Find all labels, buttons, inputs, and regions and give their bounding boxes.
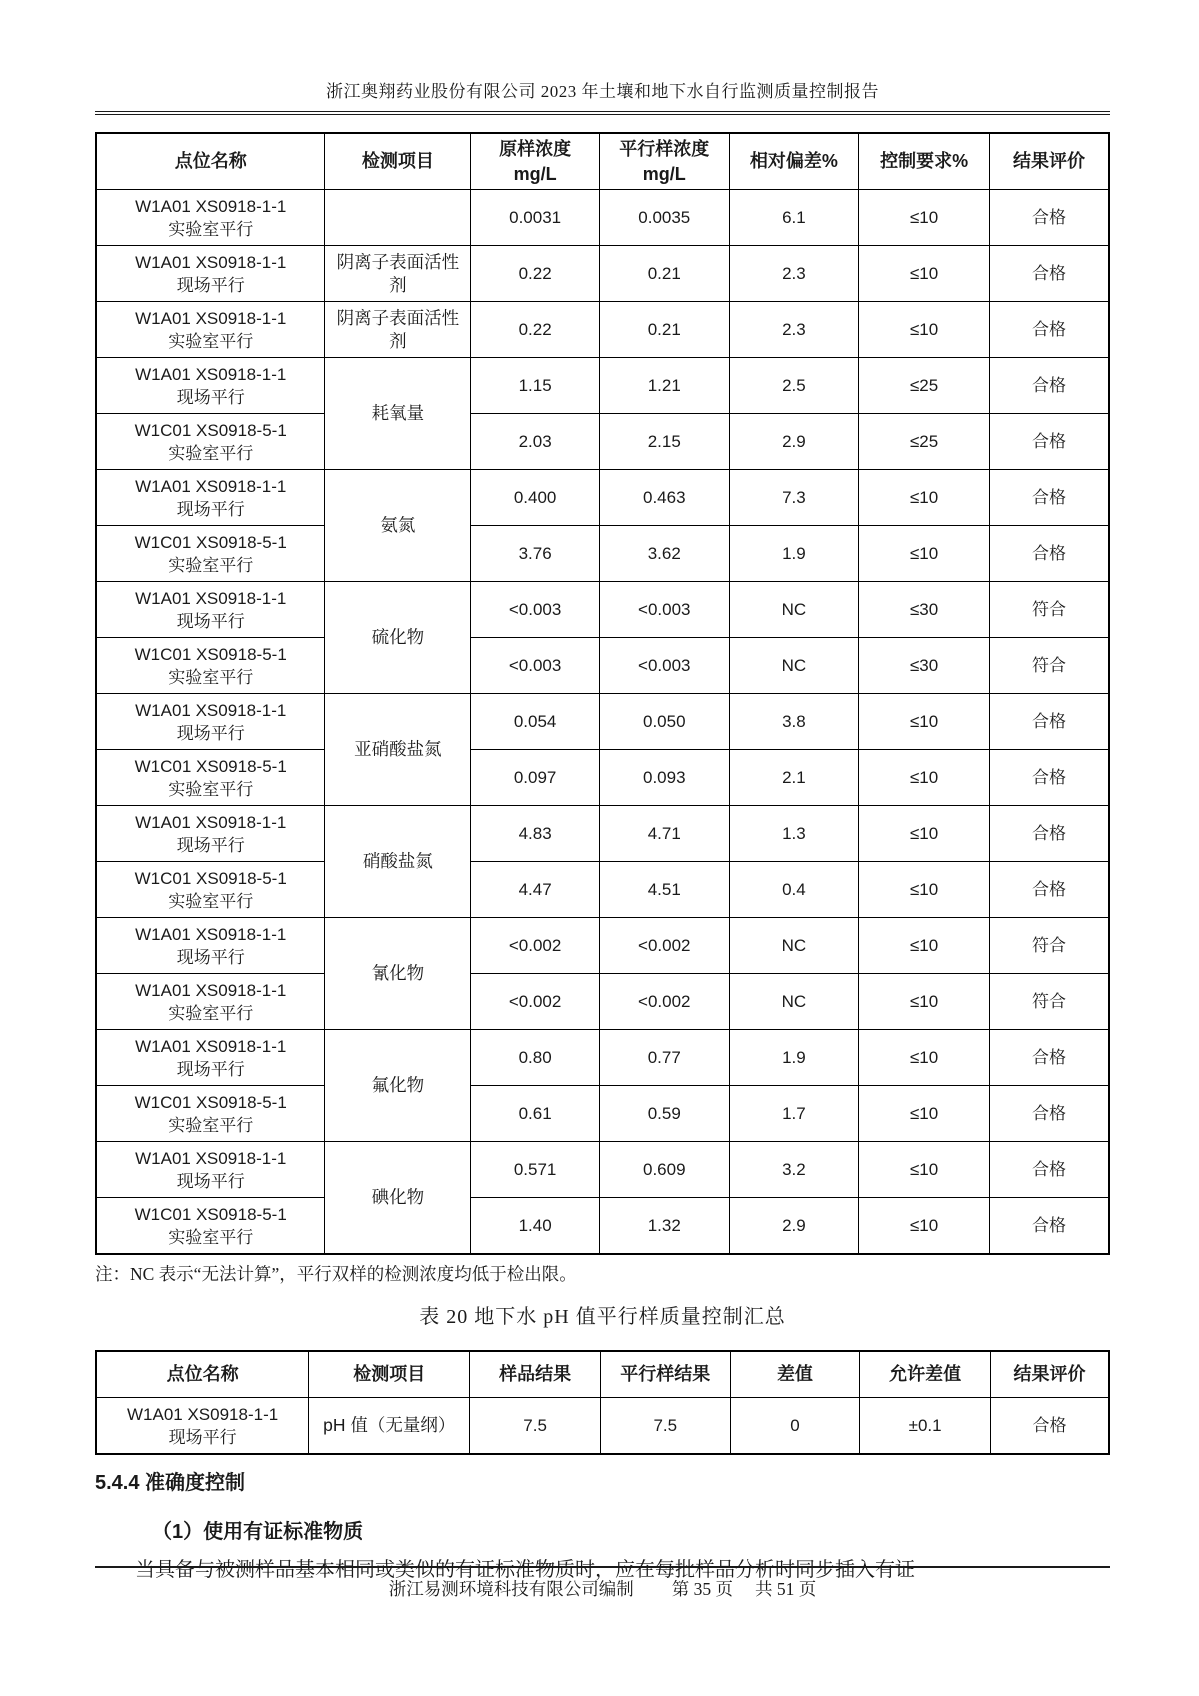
site-name-cell: W1A01 XS0918-1-1 现场平行 bbox=[96, 582, 325, 638]
value-cell: <0.002 bbox=[471, 918, 600, 974]
value-cell: 合格 bbox=[989, 1086, 1109, 1142]
value-cell: 0.22 bbox=[471, 302, 600, 358]
value-cell: ≤10 bbox=[859, 862, 990, 918]
value-cell: 合格 bbox=[990, 1398, 1109, 1455]
body-paragraph: 当具备与被测样品基本相同或类似的有证标准物质时，应在每批样品分析时同步插入有证 bbox=[135, 1559, 915, 1581]
value-cell: 6.1 bbox=[729, 190, 859, 246]
value-cell: 4.51 bbox=[599, 862, 729, 918]
analyte-cell: 氨氮 bbox=[325, 470, 471, 582]
value-cell: <0.002 bbox=[599, 974, 729, 1030]
value-cell: 0.054 bbox=[471, 694, 600, 750]
table-body bbox=[96, 1398, 1109, 1455]
table-row bbox=[96, 1086, 1109, 1142]
value-cell: ≤30 bbox=[859, 638, 990, 694]
value-cell: <0.002 bbox=[471, 974, 600, 1030]
value-cell: 2.1 bbox=[729, 750, 859, 806]
site-name-cell: W1C01 XS0918-5-1 实验室平行 bbox=[96, 1198, 325, 1255]
table-row bbox=[96, 750, 1109, 806]
value-cell: 0.61 bbox=[471, 1086, 600, 1142]
value-cell: ≤10 bbox=[859, 1198, 990, 1255]
column-header: 检测项目 bbox=[325, 133, 471, 190]
value-cell: 2.03 bbox=[471, 414, 600, 470]
site-name-cell: W1A01 XS0918-1-1 现场平行 bbox=[96, 1398, 309, 1455]
site-name-cell: W1C01 XS0918-5-1 实验室平行 bbox=[96, 862, 325, 918]
site-name-cell: W1A01 XS0918-1-1 现场平行 bbox=[96, 806, 325, 862]
value-cell: ≤10 bbox=[859, 806, 990, 862]
table20-title: 表 20 地下水 pH 值平行样质量控制汇总 bbox=[419, 1306, 786, 1328]
value-cell: ≤10 bbox=[859, 470, 990, 526]
value-cell: 0.59 bbox=[599, 1086, 729, 1142]
table-row bbox=[96, 190, 1109, 246]
analyte-cell: 阴离子表面活性剂 bbox=[325, 246, 471, 302]
value-cell: ≤10 bbox=[859, 974, 990, 1030]
value-cell: 0.050 bbox=[599, 694, 729, 750]
column-header: 结果评价 bbox=[989, 133, 1109, 190]
table-header-row bbox=[96, 133, 1109, 190]
value-cell: ±0.1 bbox=[860, 1398, 991, 1455]
value-cell: 0.097 bbox=[471, 750, 600, 806]
value-cell: 3.76 bbox=[471, 526, 600, 582]
column-header: 检测项目 bbox=[309, 1351, 470, 1398]
analyte-cell bbox=[325, 190, 471, 246]
analyte-cell: 耗氧量 bbox=[325, 358, 471, 470]
site-name-cell: W1C01 XS0918-5-1 实验室平行 bbox=[96, 1086, 325, 1142]
table-row bbox=[96, 918, 1109, 974]
page-footer bbox=[95, 1566, 1110, 1601]
value-cell: NC bbox=[729, 918, 859, 974]
table-row bbox=[96, 1142, 1109, 1198]
site-name-cell: W1A01 XS0918-1-1 实验室平行 bbox=[96, 974, 325, 1030]
value-cell: ≤10 bbox=[859, 750, 990, 806]
value-cell: 0.609 bbox=[599, 1142, 729, 1198]
analyte-cell: 阴离子表面活性剂 bbox=[325, 302, 471, 358]
value-cell: 合格 bbox=[989, 1198, 1109, 1255]
value-cell: 合格 bbox=[989, 750, 1109, 806]
value-cell: 0.0031 bbox=[471, 190, 600, 246]
value-cell: 7.5 bbox=[470, 1398, 601, 1455]
value-cell: 7.3 bbox=[729, 470, 859, 526]
site-name-cell: W1C01 XS0918-5-1 实验室平行 bbox=[96, 750, 325, 806]
value-cell: ≤30 bbox=[859, 582, 990, 638]
value-cell: 1.9 bbox=[729, 526, 859, 582]
column-header: 相对偏差% bbox=[729, 133, 859, 190]
value-cell: 符合 bbox=[989, 638, 1109, 694]
analyte-cell: 氟化物 bbox=[325, 1030, 471, 1142]
footer-page-number: 第 35 页 bbox=[671, 1579, 733, 1599]
value-cell: 合格 bbox=[989, 862, 1109, 918]
subsection-heading: （1）使用有证标准物质 bbox=[152, 1521, 364, 1543]
value-cell: 1.7 bbox=[729, 1086, 859, 1142]
column-header: 样品结果 bbox=[470, 1351, 601, 1398]
header-row bbox=[96, 133, 1109, 190]
value-cell: 7.5 bbox=[600, 1398, 730, 1455]
table-row bbox=[96, 414, 1109, 470]
site-name-cell: W1A01 XS0918-1-1 现场平行 bbox=[96, 1142, 325, 1198]
column-header: 平行样结果 bbox=[600, 1351, 730, 1398]
column-header: 原样浓度 mg/L bbox=[471, 133, 600, 190]
analyte-cell: 硝酸盐氮 bbox=[325, 806, 471, 918]
value-cell: 0.463 bbox=[599, 470, 729, 526]
site-name-cell: W1C01 XS0918-5-1 实验室平行 bbox=[96, 526, 325, 582]
value-cell: 合格 bbox=[989, 1142, 1109, 1198]
table-row bbox=[96, 582, 1109, 638]
value-cell: 合格 bbox=[989, 358, 1109, 414]
value-cell: 合格 bbox=[989, 190, 1109, 246]
value-cell: 0.0035 bbox=[599, 190, 729, 246]
value-cell: 0.571 bbox=[471, 1142, 600, 1198]
ph-qc-table bbox=[95, 1350, 1110, 1455]
value-cell: 4.71 bbox=[599, 806, 729, 862]
column-header: 允许差值 bbox=[860, 1351, 991, 1398]
table-header-row bbox=[96, 1351, 1109, 1398]
value-cell: 0 bbox=[730, 1398, 860, 1455]
column-header: 差值 bbox=[730, 1351, 860, 1398]
running-head-title: 浙江奥翔药业股份有限公司 2023 年土壤和地下水自行监测质量控制报告 bbox=[95, 80, 1110, 115]
value-cell: 2.15 bbox=[599, 414, 729, 470]
value-cell: 合格 bbox=[989, 526, 1109, 582]
header-row bbox=[96, 1351, 1109, 1398]
value-cell: 合格 bbox=[989, 806, 1109, 862]
table-row bbox=[96, 862, 1109, 918]
value-cell: 2.9 bbox=[729, 1198, 859, 1255]
value-cell: ≤10 bbox=[859, 918, 990, 974]
analyte-cell: 硫化物 bbox=[325, 582, 471, 694]
column-header: 结果评价 bbox=[990, 1351, 1109, 1398]
value-cell: 0.22 bbox=[471, 246, 600, 302]
value-cell: 3.2 bbox=[729, 1142, 859, 1198]
value-cell: 2.5 bbox=[729, 358, 859, 414]
footer-page-total: 共 51 页 bbox=[755, 1579, 817, 1599]
table-row bbox=[96, 806, 1109, 862]
table-row bbox=[96, 1198, 1109, 1255]
site-name-cell: W1A01 XS0918-1-1 现场平行 bbox=[96, 246, 325, 302]
value-cell: NC bbox=[729, 582, 859, 638]
table-row bbox=[96, 302, 1109, 358]
value-cell: ≤10 bbox=[859, 190, 990, 246]
analyte-cell: 氰化物 bbox=[325, 918, 471, 1030]
value-cell: 1.3 bbox=[729, 806, 859, 862]
value-cell: ≤10 bbox=[859, 246, 990, 302]
analyte-cell: 碘化物 bbox=[325, 1142, 471, 1255]
value-cell: 符合 bbox=[989, 582, 1109, 638]
value-cell: 符合 bbox=[989, 974, 1109, 1030]
value-cell: 1.15 bbox=[471, 358, 600, 414]
table-footnote: 注：NC 表示“无法计算”，平行双样的检测浓度均低于检出限。 bbox=[95, 1264, 577, 1284]
value-cell: 0.400 bbox=[471, 470, 600, 526]
table-row bbox=[96, 694, 1109, 750]
value-cell: <0.002 bbox=[599, 918, 729, 974]
value-cell: ≤25 bbox=[859, 414, 990, 470]
table-row bbox=[96, 470, 1109, 526]
value-cell: 0.21 bbox=[599, 302, 729, 358]
parallel-sample-qc-table bbox=[95, 132, 1110, 1255]
value-cell: 1.32 bbox=[599, 1198, 729, 1255]
value-cell: 合格 bbox=[989, 302, 1109, 358]
table-row bbox=[96, 1398, 1109, 1455]
value-cell: 合格 bbox=[989, 470, 1109, 526]
value-cell: NC bbox=[729, 974, 859, 1030]
value-cell: 2.3 bbox=[729, 302, 859, 358]
site-name-cell: W1A01 XS0918-1-1 现场平行 bbox=[96, 470, 325, 526]
table-row bbox=[96, 1030, 1109, 1086]
value-cell: ≤10 bbox=[859, 526, 990, 582]
value-cell: 3.62 bbox=[599, 526, 729, 582]
site-name-cell: W1A01 XS0918-1-1 实验室平行 bbox=[96, 190, 325, 246]
value-cell: 1.21 bbox=[599, 358, 729, 414]
value-cell: 2.3 bbox=[729, 246, 859, 302]
site-name-cell: W1A01 XS0918-1-1 实验室平行 bbox=[96, 302, 325, 358]
value-cell: 符合 bbox=[989, 918, 1109, 974]
value-cell: ≤10 bbox=[859, 694, 990, 750]
analyte-cell: 亚硝酸盐氮 bbox=[325, 694, 471, 806]
value-cell: 合格 bbox=[989, 246, 1109, 302]
value-cell: <0.003 bbox=[471, 582, 600, 638]
table-body bbox=[96, 190, 1109, 1255]
value-cell: 合格 bbox=[989, 694, 1109, 750]
value-cell: 1.40 bbox=[471, 1198, 600, 1255]
value-cell: 0.21 bbox=[599, 246, 729, 302]
value-cell: 合格 bbox=[989, 1030, 1109, 1086]
value-cell: 2.9 bbox=[729, 414, 859, 470]
value-cell: ≤10 bbox=[859, 1030, 990, 1086]
table-row bbox=[96, 246, 1109, 302]
value-cell: 3.8 bbox=[729, 694, 859, 750]
column-header: 点位名称 bbox=[96, 1351, 309, 1398]
site-name-cell: W1A01 XS0918-1-1 现场平行 bbox=[96, 1030, 325, 1086]
site-name-cell: W1C01 XS0918-5-1 实验室平行 bbox=[96, 638, 325, 694]
value-cell: ≤10 bbox=[859, 302, 990, 358]
value-cell: 1.9 bbox=[729, 1030, 859, 1086]
value-cell: 0.77 bbox=[599, 1030, 729, 1086]
value-cell: ≤10 bbox=[859, 1086, 990, 1142]
site-name-cell: W1A01 XS0918-1-1 现场平行 bbox=[96, 358, 325, 414]
table-row bbox=[96, 638, 1109, 694]
value-cell: 0.80 bbox=[471, 1030, 600, 1086]
value-cell: 合格 bbox=[989, 414, 1109, 470]
analyte-cell: pH 值（无量纲） bbox=[309, 1398, 470, 1455]
value-cell: 0.4 bbox=[729, 862, 859, 918]
value-cell: 4.47 bbox=[471, 862, 600, 918]
value-cell: <0.003 bbox=[599, 582, 729, 638]
value-cell: ≤10 bbox=[859, 1142, 990, 1198]
site-name-cell: W1A01 XS0918-1-1 现场平行 bbox=[96, 694, 325, 750]
value-cell: NC bbox=[729, 638, 859, 694]
column-header: 平行样浓度 mg/L bbox=[599, 133, 729, 190]
table-row bbox=[96, 526, 1109, 582]
value-cell: <0.003 bbox=[471, 638, 600, 694]
column-header: 控制要求% bbox=[859, 133, 990, 190]
site-name-cell: W1A01 XS0918-1-1 现场平行 bbox=[96, 918, 325, 974]
table-row bbox=[96, 974, 1109, 1030]
value-cell: 0.093 bbox=[599, 750, 729, 806]
column-header: 点位名称 bbox=[96, 133, 325, 190]
value-cell: 4.83 bbox=[471, 806, 600, 862]
site-name-cell: W1C01 XS0918-5-1 实验室平行 bbox=[96, 414, 325, 470]
value-cell: ≤25 bbox=[859, 358, 990, 414]
footer-prepared-by: 浙江易测环境科技有限公司编制 bbox=[388, 1579, 634, 1599]
value-cell: <0.003 bbox=[599, 638, 729, 694]
section-heading: 5.4.4 准确度控制 bbox=[95, 1472, 246, 1494]
table-row bbox=[96, 358, 1109, 414]
